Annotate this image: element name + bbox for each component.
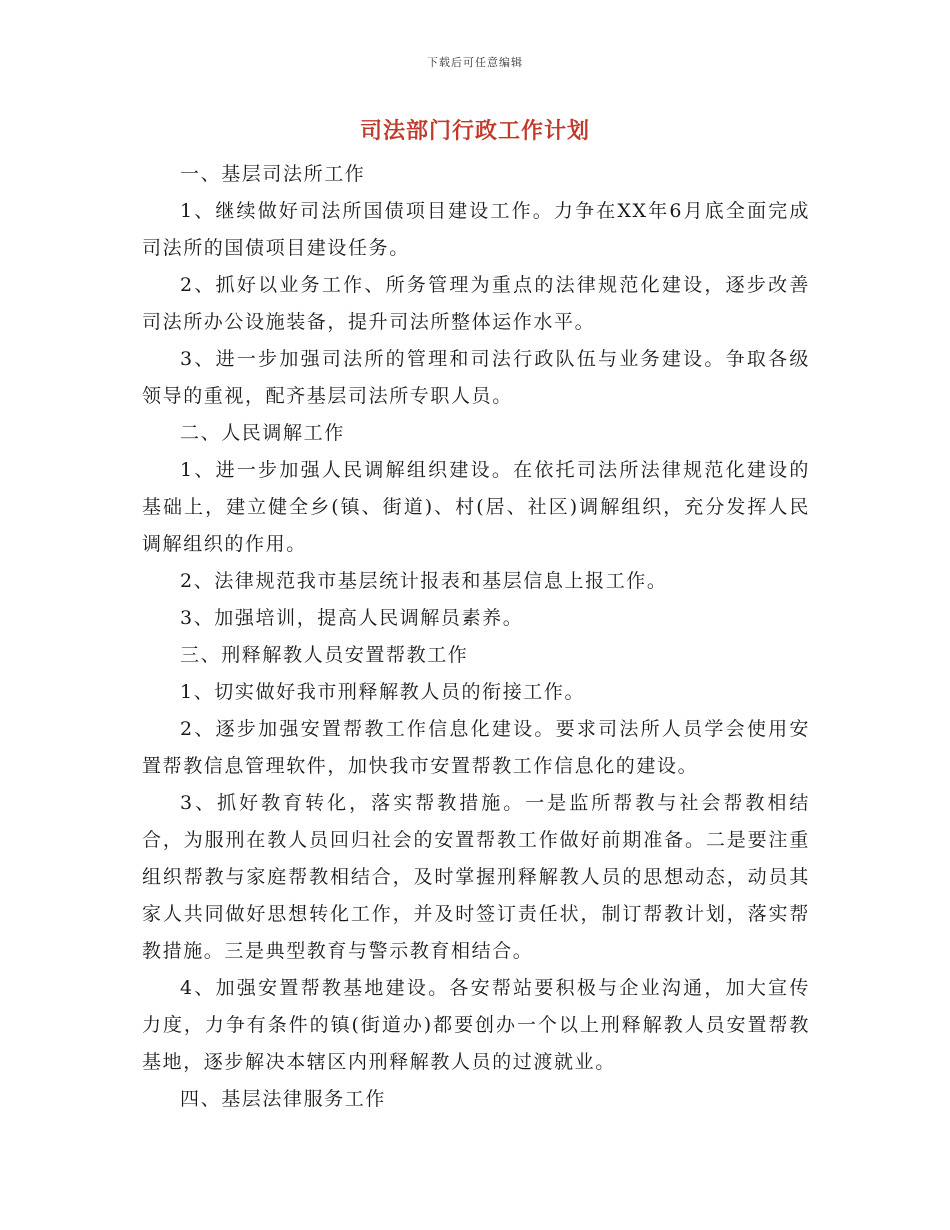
paragraph: 1、继续做好司法所国债项目建设工作。力争在XX年6月底全面完成司法所的国债项目建设任务。 [142, 200, 810, 259]
paragraph: 4、加强安置帮教基地建设。各安帮站要积极与企业沟通，加大宣传力度，力争有条件的镇(街道办)都要创办一个以上刑释解教人员安置帮教基地，逐步解决本辖区内刑释解教人员的过渡就业。 [142, 977, 810, 1073]
header-note: 下载后可任意编辑 [427, 56, 523, 69]
document-body [142, 156, 810, 1118]
paragraph: 1、进一步加强人民调解组织建设。在依托司法所法律规范化建设的基础上，建立健全乡(镇、街道)、村(居、社区)调解组织，充分发挥人民调解组织的作用。 [142, 459, 810, 555]
section-heading-resettlement-assistance: 三、刑释解教人员安置帮教工作 [180, 644, 469, 666]
paragraph: 1、切实做好我市刑释解教人员的衔接工作。 [180, 681, 586, 703]
paragraph: 2、抓好以业务工作、所务管理为重点的法律规范化建设，逐步改善司法所办公设施装备，提升司法所整体运作水平。 [142, 274, 810, 333]
section-heading-legal-services: 四、基层法律服务工作 [180, 1088, 387, 1110]
paragraph: 2、逐步加强安置帮教工作信息化建设。要求司法所人员学会使用安置帮教信息管理软件，加快我市安置帮教工作信息化的建设。 [142, 718, 810, 777]
section-heading-grassroots-judicial-office: 一、基层司法所工作 [180, 163, 366, 185]
paragraph: 3、加强培训，提高人民调解员素养。 [180, 607, 524, 629]
document-title: 司法部门行政工作计划 [359, 119, 590, 144]
paragraph: 2、法律规范我市基层统计报表和基层信息上报工作。 [180, 570, 668, 592]
section-heading-people-mediation: 二、人民调解工作 [180, 422, 345, 444]
paragraph: 3、抓好教育转化，落实帮教措施。一是监所帮教与社会帮教相结合，为服刑在教人员回归社会的安置帮教工作做好前期准备。二是要注重组织帮教与家庭帮教相结合，及时掌握刑释解教人员的思想动态，动员其家人共同做好思想转化工作，并及时签订责任状，制订帮教计划，落实帮教措施。三是典型教育与警示教育相结合。 [142, 792, 810, 962]
paragraph: 3、进一步加强司法所的管理和司法行政队伍与业务建设。争取各级领导的重视，配齐基层司法所专职人员。 [142, 348, 810, 407]
